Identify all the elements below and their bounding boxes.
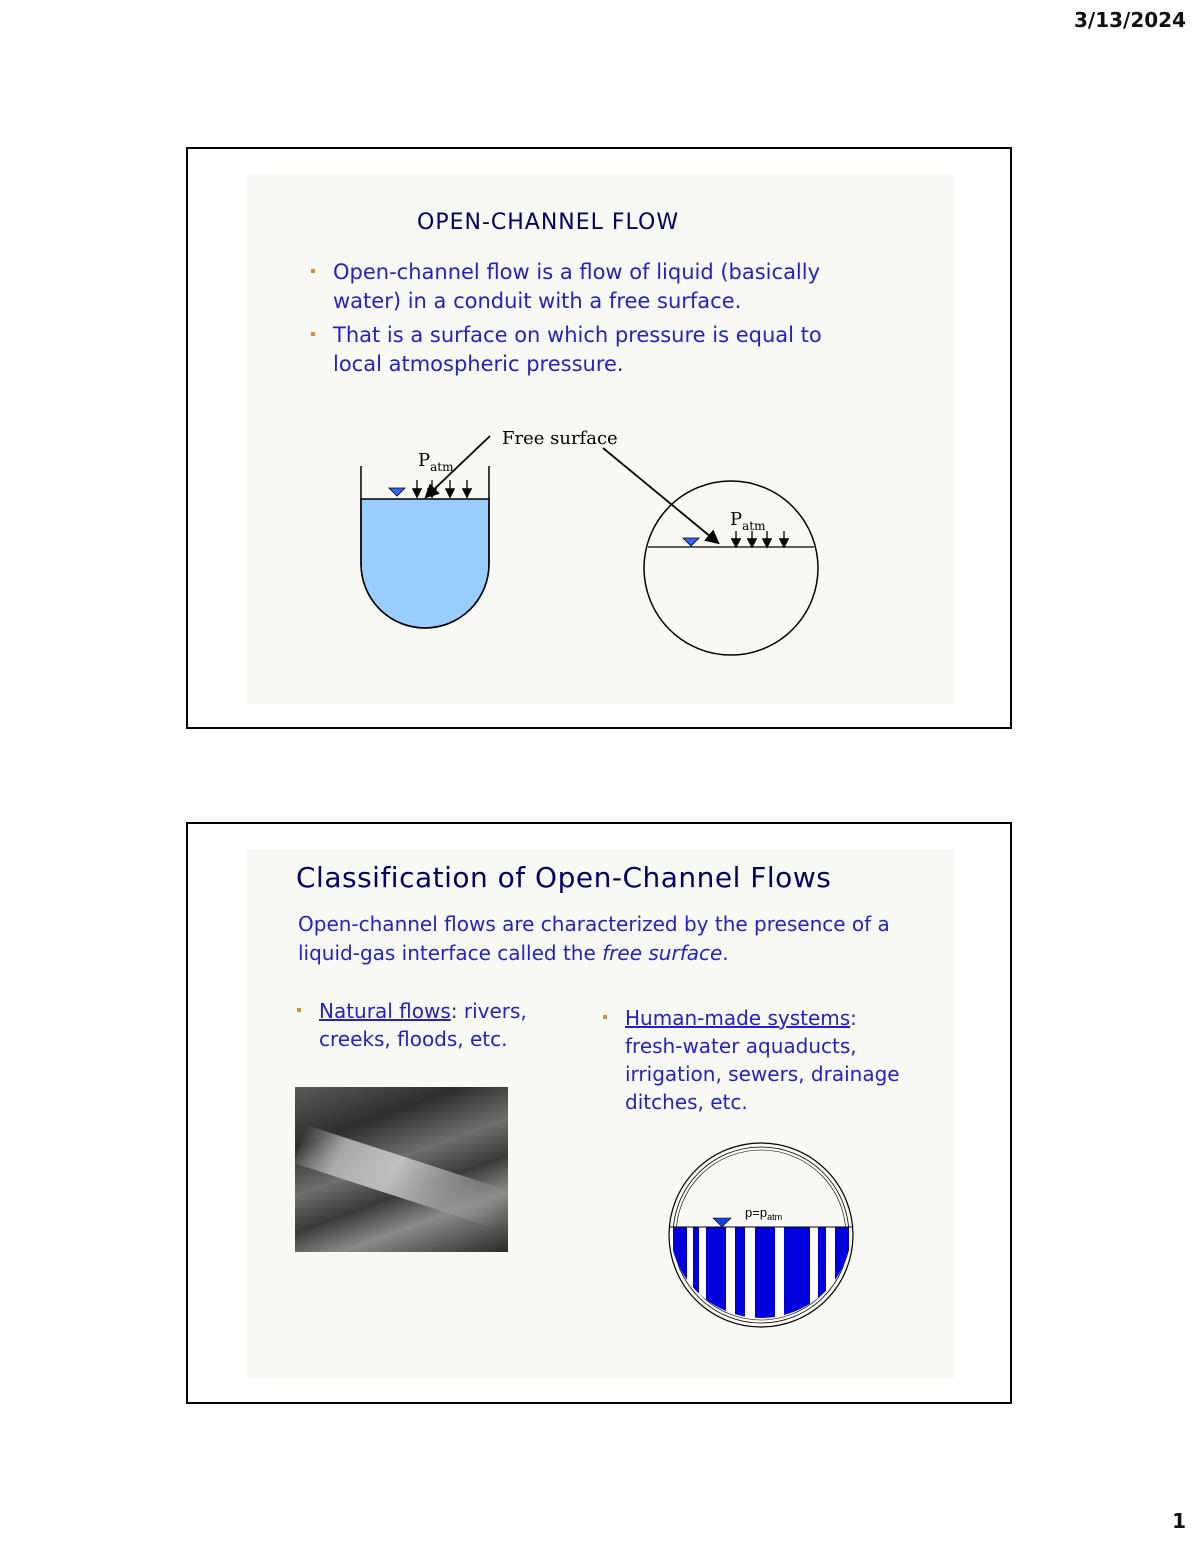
slide-open-channel-flow: [186, 147, 1012, 729]
river-water: [294, 1125, 509, 1229]
intro-paragraph: [298, 910, 918, 968]
bullet-text: That is a surface on which pressure is equal to local atmospheric pressure.: [333, 323, 822, 376]
slide-classification: [186, 822, 1012, 1404]
bullet-item: [599, 1004, 919, 1116]
slide-title: OPEN-CHANNEL FLOW: [417, 210, 680, 235]
page-number: 1: [1172, 1509, 1186, 1533]
natural-flows-heading: Natural flows: [319, 999, 451, 1023]
natural-flows-list: [293, 997, 583, 1053]
pipe-water-level-icon: [683, 538, 699, 546]
pressure-label: $p=p_{atm}$: [745, 1205, 783, 1222]
water-level-icon: [389, 488, 405, 496]
bullet-item: [293, 997, 583, 1053]
intro-text: Open-channel flows are characterized by the presence of a liquid-gas interface called the: [298, 912, 890, 965]
bullet-text: Open-channel flow is a flow of liquid (basically water) in a conduit with a free surface.: [333, 260, 821, 313]
slide-content: [247, 174, 954, 704]
pipe-pressure-arrows: [736, 531, 784, 546]
river-photo: [295, 1087, 508, 1252]
human-made-heading: Human-made systems: [625, 1006, 851, 1030]
intro-emphasis: free surface: [602, 941, 723, 965]
sewer-pipe-diagram: [661, 1135, 861, 1335]
human-made-list: [599, 1004, 919, 1116]
page-date: 3/13/2024: [1073, 8, 1186, 32]
free-surface-label: Free surface: [502, 428, 618, 449]
leader-line-pipe: [603, 448, 717, 542]
pipe-circle: [644, 481, 818, 655]
patm-label: $P_{atm}$: [418, 450, 454, 474]
pipe-patm-label: $P_{atm}$: [730, 509, 766, 533]
free-surface-diagram: [247, 174, 954, 704]
slide-title: Classification of Open-Channel Flows: [296, 861, 832, 894]
bullet-icon: [297, 1008, 301, 1012]
human-made-text: : fresh-water aquaducts, irrigation, sewers, drainage ditches, etc.: [625, 1006, 900, 1114]
water-stripes: [661, 1225, 861, 1335]
natural-flows-text: : rivers, creeks, floods, etc.: [319, 999, 527, 1051]
intro-end: .: [722, 941, 729, 965]
slide-content: [247, 849, 954, 1379]
bullet-icon: [603, 1015, 607, 1019]
water-level-icon: [713, 1218, 731, 1227]
